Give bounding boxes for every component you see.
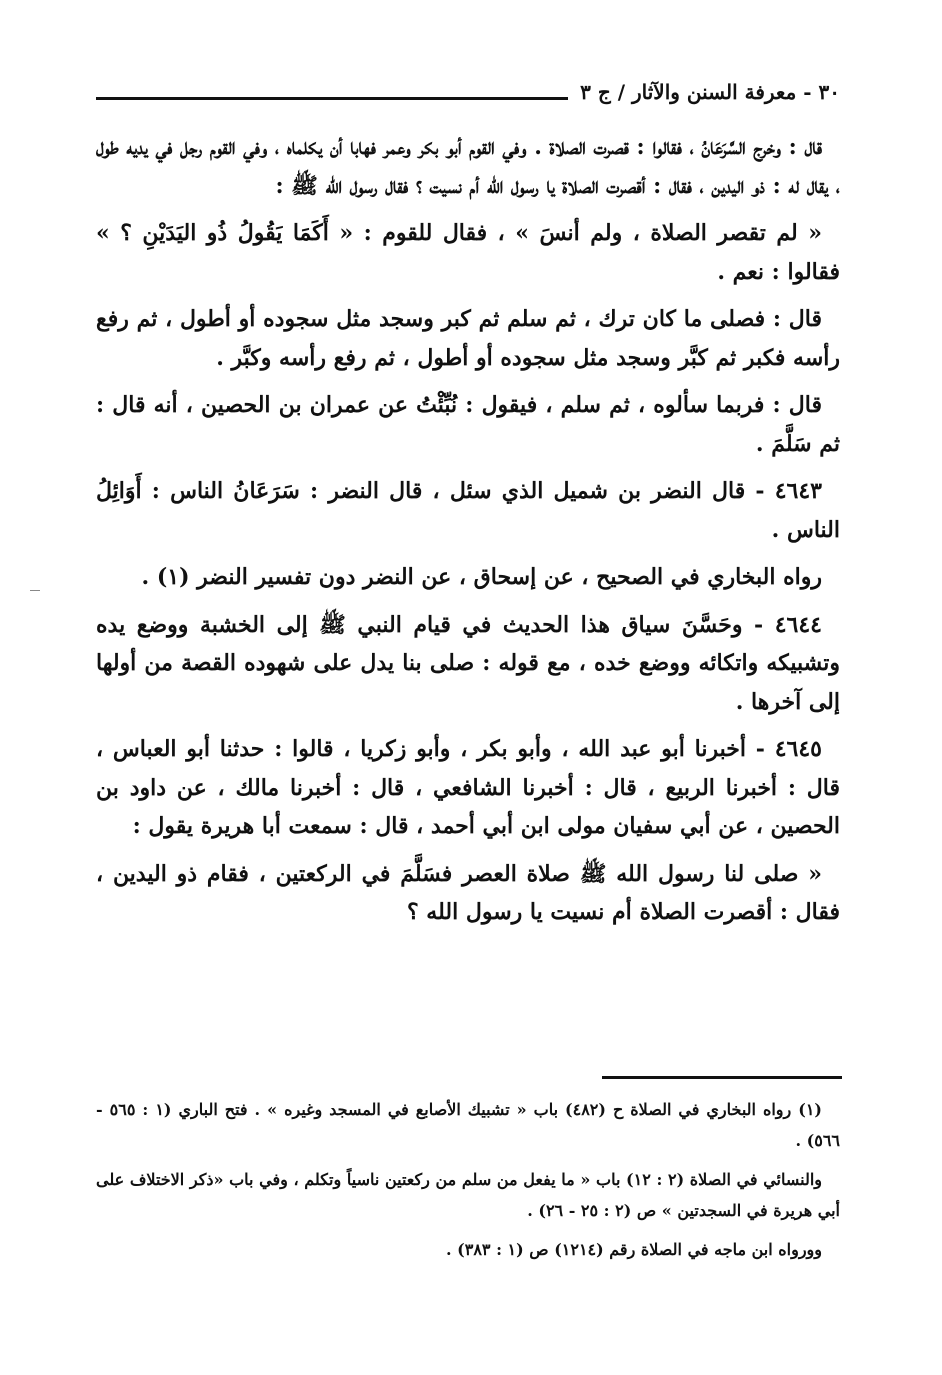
paragraph: ٤٦٤٣ - قال النضر بن شميل الذي سئل ، قال النضر : سَرَعَانُ الناس : أَوَائِلُ الناس .	[96, 478, 840, 543]
paragraph: رواه البخاري في الصحيح ، عن إسحاق ، عن النضر دون تفسير النضر (١) .	[141, 564, 822, 590]
footnote-rule	[602, 1076, 842, 1079]
footnote: وورواه ابن ماجه في الصلاة رقم (١٢١٤) ص (١ : ٣٨٣) .	[446, 1240, 822, 1259]
paragraph: « صلى لنا رسول الله ﷺ صلاة العصر فسَلَّمَ في الركعتين ، فقام ذو اليدين ، فقال : أقصرت الصلاة أم نسيت يا رسول الله ؟	[96, 860, 840, 925]
paragraph: قال : فربما سألوه ، ثم سلم ، فيقول : نُبِّئْتُ عن عمران بن الحصين ، أنه قال : ثم سَلَّمَ .	[96, 392, 840, 457]
footnote: (١) رواه البخاري في الصلاة ح (٤٨٢) باب « تشبيك الأصابع في المسجد وغيره » . فتح الباري (١ : ٥٦٥ - ٥٦٦) .	[96, 1100, 840, 1150]
margin-mark	[30, 590, 40, 591]
paragraph: ٤٦٤٤ - وحَسَّنَ سياق هذا الحديث في قيام النبي ﷺ إلى الخشبة ووضع يده وتشبيكه واتكائه ووضع خده ، مع قوله : صلى بنا يدل على شهوده القصة من أولها إلى آخرها .	[96, 611, 840, 715]
paragraph: « لم تقصر الصلاة ، ولم أنسَ » ، فقال للقوم : « أَكَمَا يَقُولُ ذُو اليَدَيْنِ ؟ » فقالوا : نعم .	[96, 220, 840, 285]
header-rule	[96, 97, 568, 100]
paragraph: قال : وخرج السَّرَعَانُ ، فقالوا : قصرت الصلاة . وفي القوم أبو بكر وعمر فهابا أن يكلماه ، وفي القوم رجل في يديه طول ، يقال له : ذو اليدين ، فقال : أقصرت الصلاة يا رسول الله أم نسيت ؟ فقال رسول الله ﷺ :	[96, 134, 840, 199]
paragraph: قال : فصلى ما كان ترك ، ثم سلم ثم كبر وسجد مثل سجوده أو أطول ، ثم رفع رأسه فكبر ثم كبَّر وسجد مثل سجوده أو أطول ، ثم رفع رأسه وكبَّر .	[96, 306, 840, 371]
page-header	[96, 64, 840, 104]
main-text	[96, 128, 840, 941]
running-title: ٣٠ - معرفة السنن والآثار / ج ٣	[580, 80, 840, 104]
footnotes	[96, 1094, 840, 1273]
paragraph: ٤٦٤٥ - أخبرنا أبو عبد الله ، وأبو بكر ، وأبو زكريا ، قالوا : حدثنا أبو العباس ، قال : أخبرنا الربيع ، قال : أخبرنا الشافعي ، قال : أخبرنا مالك ، عن داود بن الحصين ، عن أبي سفيان مولى ابن أبي أحمد ، قال : سمعت أبا هريرة يقول :	[96, 736, 840, 839]
footnote: والنسائي في الصلاة (٢ : ١٢) باب « ما يفعل من سلم من ركعتين ناسياً وتكلم ، وفي باب «ذكر الاختلاف على أبي هريرة في السجدتين » ص (٢ : ٢٥ - ٢٦) .	[96, 1170, 840, 1220]
